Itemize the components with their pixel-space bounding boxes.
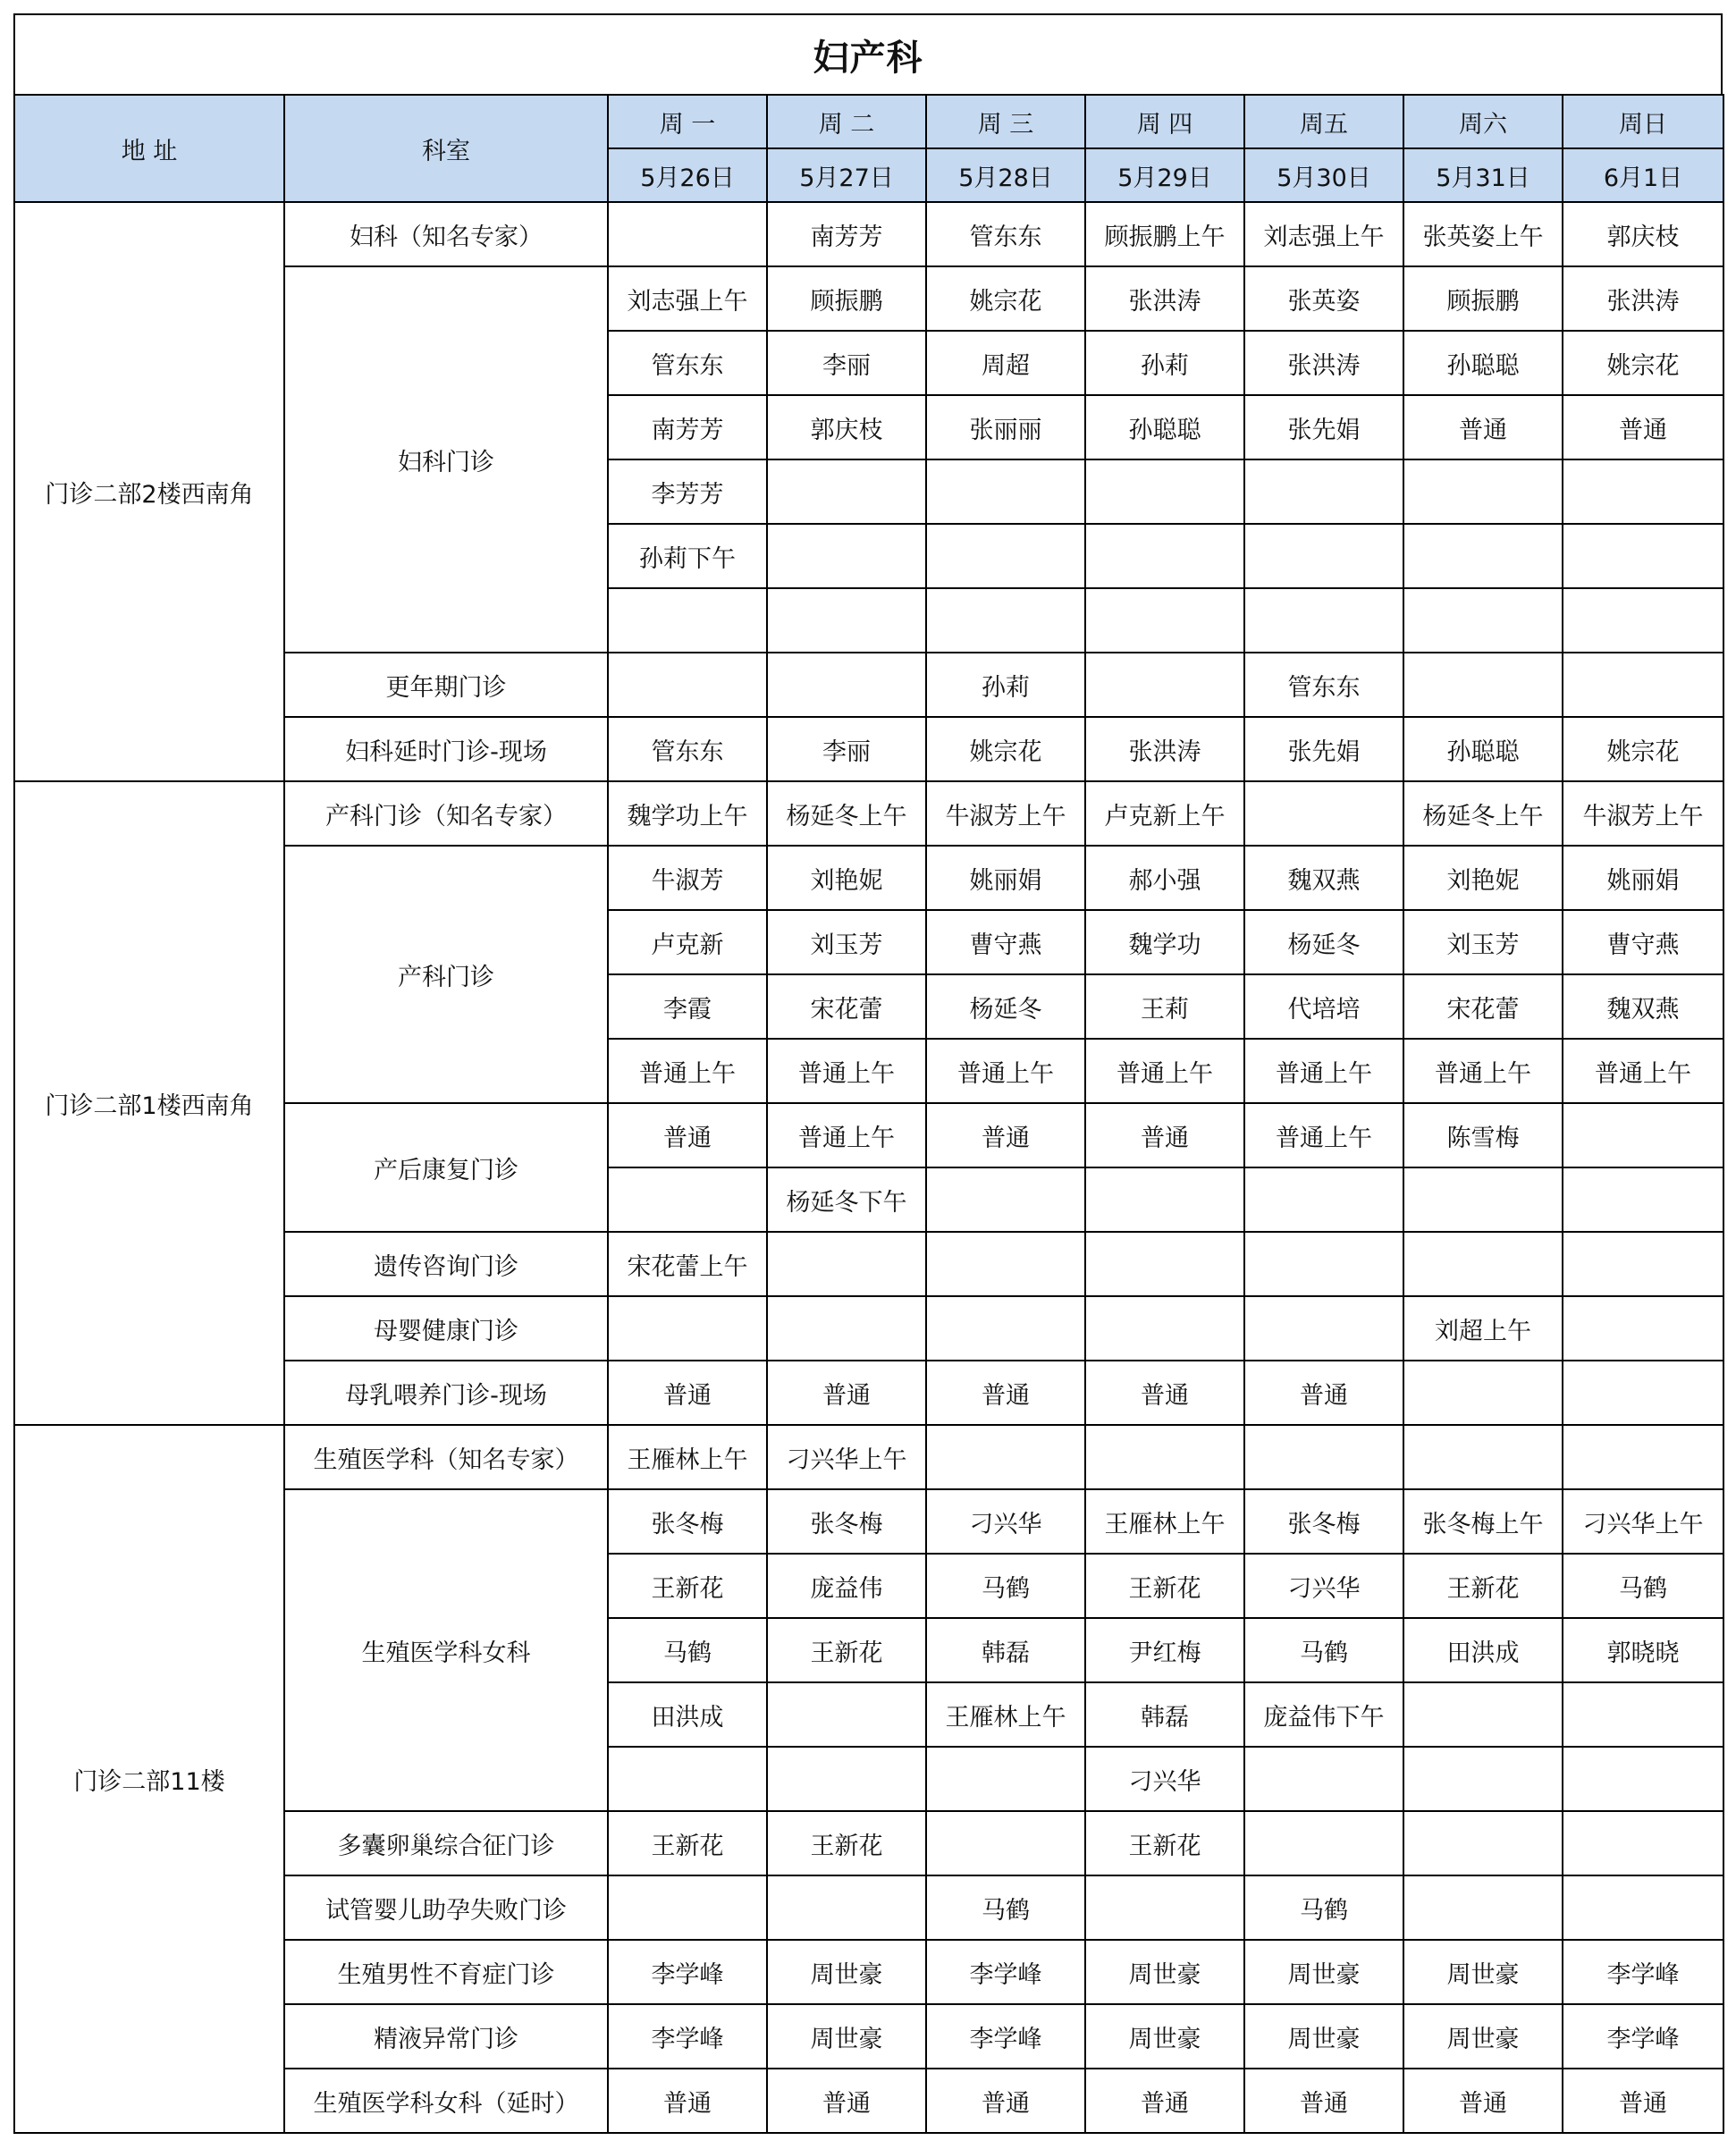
schedule-cell (767, 588, 926, 653)
schedule-cell: 张洪涛 (1085, 266, 1244, 331)
schedule-cell: 周世豪 (1244, 2004, 1403, 2069)
schedule-cell: 郭晓晓 (1563, 1618, 1723, 1682)
schedule-cell (608, 1875, 767, 1940)
schedule-cell: 刘艳妮 (767, 846, 926, 910)
department-cell: 生殖医学科女科 (284, 1489, 608, 1811)
schedule-cell: 孙莉 (926, 653, 1085, 717)
department-cell: 生殖男性不育症门诊 (284, 1940, 608, 2004)
header-row-days (14, 95, 1723, 148)
schedule-cell: 普通 (1085, 2069, 1244, 2133)
schedule-cell (926, 588, 1085, 653)
schedule-cell (1244, 524, 1403, 588)
day-header: 周 四 (1085, 95, 1244, 148)
address-cell: 门诊二部2楼西南角 (14, 202, 284, 781)
schedule-cell: 马鹤 (608, 1618, 767, 1682)
table-header (14, 95, 1723, 202)
schedule-cell: 南芳芳 (767, 202, 926, 266)
schedule-cell: 周世豪 (1244, 1940, 1403, 2004)
schedule-cell: 郭庆枝 (767, 395, 926, 459)
schedule-cell (1085, 1296, 1244, 1361)
schedule-cell: 管东东 (608, 717, 767, 781)
schedule-cell: 王雁林上午 (926, 1682, 1085, 1747)
schedule-cell: 牛淑芳上午 (1563, 781, 1723, 846)
schedule-cell: 魏学功 (1085, 910, 1244, 974)
schedule-cell (1403, 1361, 1563, 1425)
schedule-cell: 韩磊 (1085, 1682, 1244, 1747)
schedule-cell (1563, 1361, 1723, 1425)
schedule-cell (926, 1167, 1085, 1232)
schedule-cell: 孙聪聪 (1403, 331, 1563, 395)
schedule-cell (1085, 524, 1244, 588)
schedule-cell: 牛淑芳 (608, 846, 767, 910)
date-header: 5月30日 (1244, 148, 1403, 202)
schedule-cell: 普通 (767, 1361, 926, 1425)
schedule-cell: 普通 (926, 2069, 1085, 2133)
department-cell: 遗传咨询门诊 (284, 1232, 608, 1296)
schedule-cell: 刁兴华 (1244, 1554, 1403, 1618)
schedule-cell: 李学峰 (1563, 1940, 1723, 2004)
department-cell: 妇科门诊 (284, 266, 608, 653)
schedule-cell (1244, 459, 1403, 524)
schedule-cell: 管东东 (608, 331, 767, 395)
schedule-cell: 姚宗花 (1563, 331, 1723, 395)
day-header: 周 三 (926, 95, 1085, 148)
address-cell: 门诊二部11楼 (14, 1425, 284, 2133)
schedule-cell: 刁兴华上午 (767, 1425, 926, 1489)
schedule-cell: 周世豪 (767, 1940, 926, 2004)
schedule-cell: 刁兴华 (926, 1489, 1085, 1554)
schedule-cell: 杨延冬上午 (767, 781, 926, 846)
schedule-cell: 卢克新 (608, 910, 767, 974)
schedule-cell: 曹守燕 (926, 910, 1085, 974)
schedule-cell: 王新花 (1403, 1554, 1563, 1618)
department-cell: 试管婴儿助孕失败门诊 (284, 1875, 608, 1940)
schedule-cell: 张洪涛 (1244, 331, 1403, 395)
address-header: 地 址 (14, 95, 284, 202)
day-header: 周六 (1403, 95, 1563, 148)
schedule-cell: 张丽丽 (926, 395, 1085, 459)
schedule-cell: 李丽 (767, 331, 926, 395)
date-header: 5月28日 (926, 148, 1085, 202)
schedule-cell (1563, 524, 1723, 588)
schedule-cell: 王新花 (1085, 1554, 1244, 1618)
schedule-cell: 孙聪聪 (1403, 717, 1563, 781)
schedule-cell (767, 1875, 926, 1940)
day-header: 周 二 (767, 95, 926, 148)
department-cell: 生殖医学科（知名专家） (284, 1425, 608, 1489)
schedule-table (13, 94, 1724, 2134)
schedule-cell: 张冬梅上午 (1403, 1489, 1563, 1554)
schedule-cell (1563, 1425, 1723, 1489)
schedule-cell (926, 1747, 1085, 1811)
date-header: 5月26日 (608, 148, 767, 202)
schedule-cell: 王新花 (767, 1811, 926, 1875)
schedule-cell: 姚宗花 (1563, 717, 1723, 781)
schedule-cell (1563, 1103, 1723, 1167)
schedule-cell: 普通 (1563, 395, 1723, 459)
schedule-cell: 周世豪 (1085, 2004, 1244, 2069)
schedule-cell: 李学峰 (608, 2004, 767, 2069)
schedule-cell: 顾振鹏上午 (1085, 202, 1244, 266)
department-cell: 多囊卵巢综合征门诊 (284, 1811, 608, 1875)
schedule-cell: 刘超上午 (1403, 1296, 1563, 1361)
schedule-cell (1085, 588, 1244, 653)
schedule-cell: 普通 (926, 1361, 1085, 1425)
schedule-cell: 马鹤 (926, 1554, 1085, 1618)
schedule-cell (608, 653, 767, 717)
schedule-cell (1085, 653, 1244, 717)
schedule-cell: 管东东 (1244, 653, 1403, 717)
schedule-cell: 魏双燕 (1563, 974, 1723, 1039)
schedule-cell: 牛淑芳上午 (926, 781, 1085, 846)
schedule-cell: 刘艳妮 (1403, 846, 1563, 910)
schedule-cell: 韩磊 (926, 1618, 1085, 1682)
schedule-cell: 普通 (608, 1361, 767, 1425)
schedule-cell: 张冬梅 (608, 1489, 767, 1554)
schedule-cell (1403, 1747, 1563, 1811)
schedule-cell: 宋花蕾 (1403, 974, 1563, 1039)
schedule-cell: 郝小强 (1085, 846, 1244, 910)
schedule-cell (1244, 1232, 1403, 1296)
schedule-cell: 普通 (1403, 2069, 1563, 2133)
schedule-cell (1403, 1875, 1563, 1940)
schedule-cell: 李霞 (608, 974, 767, 1039)
schedule-cell: 普通 (1085, 1103, 1244, 1167)
title-bar (13, 13, 1723, 94)
schedule-cell (1085, 1167, 1244, 1232)
schedule-cell: 刁兴华上午 (1563, 1489, 1723, 1554)
department-cell: 妇科（知名专家） (284, 202, 608, 266)
schedule-cell: 管东东 (926, 202, 1085, 266)
schedule-cell (1403, 1425, 1563, 1489)
schedule-cell: 姚丽娟 (1563, 846, 1723, 910)
schedule-cell (767, 524, 926, 588)
schedule-cell: 南芳芳 (608, 395, 767, 459)
schedule-cell: 李学峰 (926, 1940, 1085, 2004)
schedule-cell: 刘玉芳 (1403, 910, 1563, 974)
schedule-cell: 普通 (767, 2069, 926, 2133)
schedule-cell (608, 588, 767, 653)
schedule-cell (1563, 1682, 1723, 1747)
schedule-cell: 普通上午 (1563, 1039, 1723, 1103)
schedule-cell (1085, 1875, 1244, 1940)
schedule-cell (1563, 588, 1723, 653)
schedule-cell: 普通 (1244, 2069, 1403, 2133)
schedule-cell (767, 1682, 926, 1747)
schedule-cell: 曹守燕 (1563, 910, 1723, 974)
schedule-cell: 王新花 (608, 1554, 767, 1618)
department-header: 科室 (284, 95, 608, 202)
schedule-cell: 李学峰 (608, 1940, 767, 2004)
schedule-cell: 孙聪聪 (1085, 395, 1244, 459)
schedule-cell (1563, 1167, 1723, 1232)
date-header: 6月1日 (1563, 148, 1723, 202)
schedule-cell (608, 1296, 767, 1361)
schedule-cell: 张先娟 (1244, 717, 1403, 781)
schedule-cell (926, 1811, 1085, 1875)
schedule-cell: 周世豪 (1085, 1940, 1244, 2004)
schedule-cell: 李丽 (767, 717, 926, 781)
date-header: 5月31日 (1403, 148, 1563, 202)
schedule-cell: 张英姿上午 (1403, 202, 1563, 266)
schedule-cell: 李学峰 (1563, 2004, 1723, 2069)
schedule-cell: 刘玉芳 (767, 910, 926, 974)
schedule-cell (1403, 1682, 1563, 1747)
schedule-cell: 刘志强上午 (608, 266, 767, 331)
schedule-cell: 普通 (926, 1103, 1085, 1167)
schedule-cell (608, 1747, 767, 1811)
schedule-cell: 普通 (608, 2069, 767, 2133)
schedule-cell (1563, 1232, 1723, 1296)
day-header: 周日 (1563, 95, 1723, 148)
schedule-cell (1244, 1811, 1403, 1875)
schedule-cell (1403, 1167, 1563, 1232)
schedule-cell: 张洪涛 (1085, 717, 1244, 781)
schedule-cell: 张英姿 (1244, 266, 1403, 331)
department-cell: 母婴健康门诊 (284, 1296, 608, 1361)
schedule-cell: 李学峰 (926, 2004, 1085, 2069)
day-header: 周五 (1244, 95, 1403, 148)
schedule-cell: 张冬梅 (1244, 1489, 1403, 1554)
department-cell: 产后康复门诊 (284, 1103, 608, 1232)
schedule-cell (1085, 459, 1244, 524)
department-cell: 母乳喂养门诊-现场 (284, 1361, 608, 1425)
schedule-cell: 李芳芳 (608, 459, 767, 524)
schedule-cell (1403, 1232, 1563, 1296)
schedule-cell: 杨延冬下午 (767, 1167, 926, 1232)
schedule-cell (926, 524, 1085, 588)
schedule-cell (1403, 588, 1563, 653)
schedule-cell: 普通 (1085, 1361, 1244, 1425)
table-row (14, 1425, 1723, 1489)
schedule-cell: 周世豪 (1403, 1940, 1563, 2004)
schedule-cell (1563, 1747, 1723, 1811)
schedule-cell: 普通 (1244, 1361, 1403, 1425)
department-cell: 产科门诊 (284, 846, 608, 1103)
schedule-cell: 杨延冬 (1244, 910, 1403, 974)
schedule-cell: 普通上午 (1244, 1103, 1403, 1167)
schedule-container (13, 13, 1723, 2134)
schedule-cell (1403, 524, 1563, 588)
schedule-cell (608, 1167, 767, 1232)
schedule-cell: 张洪涛 (1563, 266, 1723, 331)
schedule-cell (1244, 1425, 1403, 1489)
schedule-cell: 孙莉 (1085, 331, 1244, 395)
schedule-cell: 马鹤 (1244, 1875, 1403, 1940)
schedule-cell (926, 1296, 1085, 1361)
schedule-cell (1403, 1811, 1563, 1875)
schedule-cell: 马鹤 (1244, 1618, 1403, 1682)
schedule-cell (608, 202, 767, 266)
schedule-cell (1563, 1811, 1723, 1875)
schedule-cell (767, 459, 926, 524)
schedule-cell (767, 1232, 926, 1296)
schedule-cell (926, 1425, 1085, 1489)
schedule-cell: 孙莉下午 (608, 524, 767, 588)
schedule-cell (767, 1296, 926, 1361)
schedule-cell: 王新花 (608, 1811, 767, 1875)
schedule-cell: 田洪成 (608, 1682, 767, 1747)
schedule-cell (767, 1747, 926, 1811)
address-cell: 门诊二部1楼西南角 (14, 781, 284, 1425)
schedule-cell (1563, 1296, 1723, 1361)
schedule-cell: 姚宗花 (926, 266, 1085, 331)
schedule-cell: 郭庆枝 (1563, 202, 1723, 266)
schedule-cell: 普通上午 (1085, 1039, 1244, 1103)
schedule-cell: 张冬梅 (767, 1489, 926, 1554)
schedule-cell: 顾振鹏 (1403, 266, 1563, 331)
schedule-cell: 普通 (1563, 2069, 1723, 2133)
schedule-cell: 魏双燕 (1244, 846, 1403, 910)
schedule-cell (1244, 1747, 1403, 1811)
schedule-cell: 普通上午 (1244, 1039, 1403, 1103)
schedule-cell: 尹红梅 (1085, 1618, 1244, 1682)
schedule-cell: 刁兴华 (1085, 1747, 1244, 1811)
schedule-cell: 普通上午 (1403, 1039, 1563, 1103)
schedule-cell: 宋花蕾 (767, 974, 926, 1039)
schedule-cell: 田洪成 (1403, 1618, 1563, 1682)
date-header: 5月29日 (1085, 148, 1244, 202)
schedule-cell: 普通上午 (608, 1039, 767, 1103)
table-row (14, 202, 1723, 266)
schedule-cell (1563, 1875, 1723, 1940)
schedule-cell (1085, 1232, 1244, 1296)
schedule-cell: 宋花蕾上午 (608, 1232, 767, 1296)
schedule-cell: 卢克新上午 (1085, 781, 1244, 846)
schedule-cell: 周超 (926, 331, 1085, 395)
table-row (14, 781, 1723, 846)
schedule-cell (1244, 1167, 1403, 1232)
department-cell: 妇科延时门诊-现场 (284, 717, 608, 781)
schedule-cell: 顾振鹏 (767, 266, 926, 331)
date-header: 5月27日 (767, 148, 926, 202)
schedule-cell: 普通上午 (767, 1103, 926, 1167)
schedule-cell: 庞益伟 (767, 1554, 926, 1618)
schedule-cell: 庞益伟下午 (1244, 1682, 1403, 1747)
schedule-cell: 王雁林上午 (1085, 1489, 1244, 1554)
schedule-cell: 姚宗花 (926, 717, 1085, 781)
schedule-cell (1244, 1296, 1403, 1361)
schedule-cell (1403, 459, 1563, 524)
schedule-cell: 代培培 (1244, 974, 1403, 1039)
schedule-cell (1085, 1425, 1244, 1489)
schedule-cell (1244, 588, 1403, 653)
schedule-cell: 周世豪 (1403, 2004, 1563, 2069)
schedule-cell: 普通 (1403, 395, 1563, 459)
schedule-cell: 张先娟 (1244, 395, 1403, 459)
schedule-cell: 马鹤 (1563, 1554, 1723, 1618)
schedule-cell: 杨延冬 (926, 974, 1085, 1039)
schedule-cell: 魏学功上午 (608, 781, 767, 846)
schedule-cell: 普通上午 (926, 1039, 1085, 1103)
department-cell: 产科门诊（知名专家） (284, 781, 608, 846)
schedule-cell: 普通 (608, 1103, 767, 1167)
schedule-cell: 杨延冬上午 (1403, 781, 1563, 846)
schedule-cell: 王新花 (1085, 1811, 1244, 1875)
schedule-cell: 姚丽娟 (926, 846, 1085, 910)
schedule-cell: 王莉 (1085, 974, 1244, 1039)
schedule-cell: 刘志强上午 (1244, 202, 1403, 266)
schedule-cell: 普通上午 (767, 1039, 926, 1103)
schedule-cell (767, 653, 926, 717)
table-body (14, 202, 1723, 2133)
schedule-cell: 王新花 (767, 1618, 926, 1682)
schedule-cell: 周世豪 (767, 2004, 926, 2069)
day-header: 周 一 (608, 95, 767, 148)
schedule-cell (1403, 653, 1563, 717)
schedule-cell: 王雁林上午 (608, 1425, 767, 1489)
schedule-cell (926, 1232, 1085, 1296)
department-cell: 精液异常门诊 (284, 2004, 608, 2069)
schedule-cell (926, 459, 1085, 524)
schedule-cell: 马鹤 (926, 1875, 1085, 1940)
schedule-cell (1244, 781, 1403, 846)
schedule-cell: 陈雪梅 (1403, 1103, 1563, 1167)
department-cell: 更年期门诊 (284, 653, 608, 717)
department-cell: 生殖医学科女科（延时） (284, 2069, 608, 2133)
page-title: 妇产科 (813, 37, 923, 79)
schedule-cell (1563, 653, 1723, 717)
schedule-cell (1563, 459, 1723, 524)
